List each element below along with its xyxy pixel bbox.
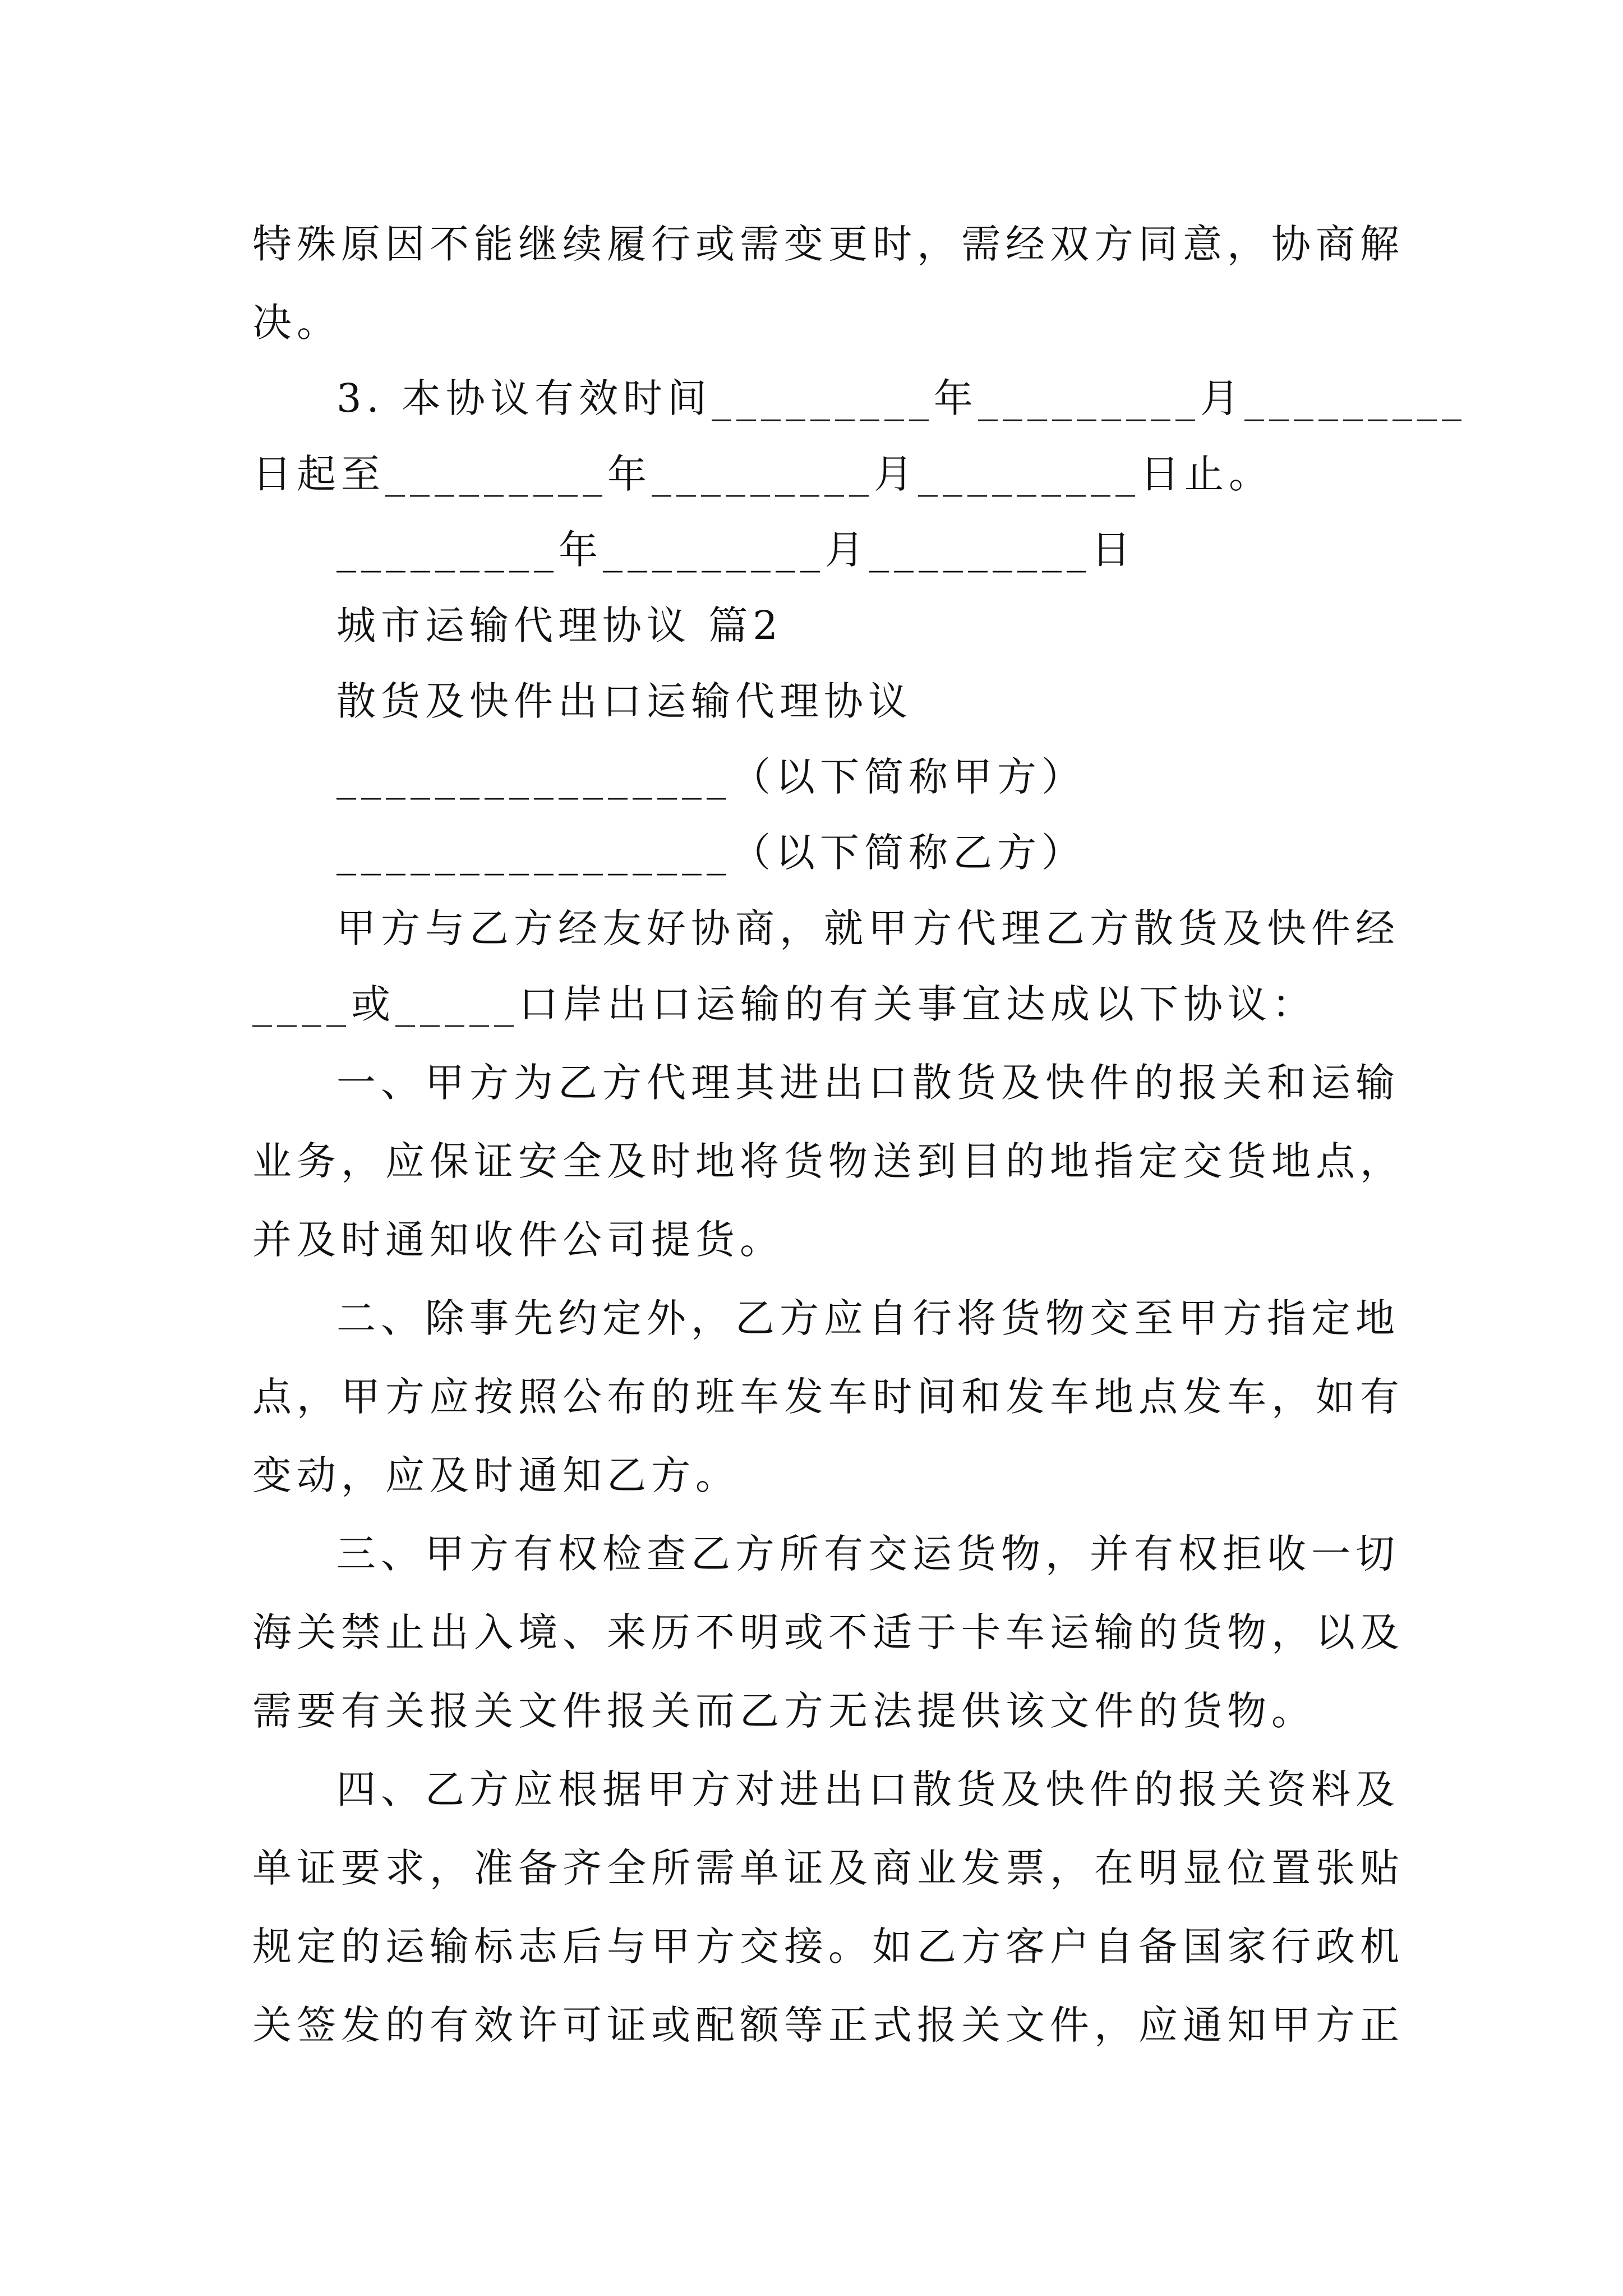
party-b-line: ________________（以下简称乙方） bbox=[336, 830, 1086, 876]
text-line: 甲方与乙方经友好协商，就甲方代理乙方散货及快件经 bbox=[336, 905, 1400, 951]
text-line: 规定的运输标志后与甲方交接。如乙方客户自备国家行政机 bbox=[252, 1924, 1404, 1970]
section-heading: 城市运输代理协议 篇2 bbox=[336, 602, 783, 648]
clause-2: 二、除事先约定外，乙方应自行将货物交至甲方指定地 bbox=[336, 1295, 1400, 1341]
text-line: 特殊原因不能继续履行或需变更时，需经双方同意，协商解 bbox=[252, 221, 1404, 267]
text-line: 需要有关报关文件报关而乙方无法提供该文件的货物。 bbox=[252, 1688, 1316, 1734]
text-line: ____或_____口岸出口运输的有关事宜达成以下协议： bbox=[252, 981, 1316, 1027]
signature-date-line: _________年_________月_________日 bbox=[336, 527, 1136, 573]
text-line: 单证要求，准备齐全所需单证及商业发票，在明显位置张贴 bbox=[252, 1845, 1404, 1891]
text-line: 3. 本协议有效时间_________年_________月_________ bbox=[336, 375, 1467, 421]
agreement-title: 散货及快件出口运输代理协议 bbox=[336, 678, 912, 724]
text-line: 海关禁止出入境、来历不明或不适于卡车运输的货物，以及 bbox=[252, 1609, 1404, 1655]
party-a-line: ________________（以下简称甲方） bbox=[336, 754, 1086, 800]
text-line: 点，甲方应按照公布的班车发车时间和发车地点发车，如有 bbox=[252, 1374, 1404, 1420]
text-line: 业务，应保证安全及时地将货物送到目的地指定交货地点， bbox=[252, 1138, 1404, 1184]
text-line: 日起至_________年_________月_________日止。 bbox=[252, 451, 1273, 497]
text-line: 决。 bbox=[252, 300, 341, 346]
text-line: 并及时通知收件公司提货。 bbox=[252, 1217, 784, 1263]
clause-1: 一、甲方为乙方代理其进出口散货及快件的报关和运输 bbox=[336, 1060, 1400, 1106]
clause-3: 三、甲方有权检查乙方所有交运货物，并有权拒收一切 bbox=[336, 1531, 1400, 1577]
text-line: 变动，应及时通知乙方。 bbox=[252, 1452, 740, 1498]
clause-4: 四、乙方应根据甲方对进出口散货及快件的报关资料及 bbox=[336, 1766, 1400, 1812]
text-line: 关签发的有效许可证或配额等正式报关文件，应通知甲方正 bbox=[252, 2002, 1404, 2048]
